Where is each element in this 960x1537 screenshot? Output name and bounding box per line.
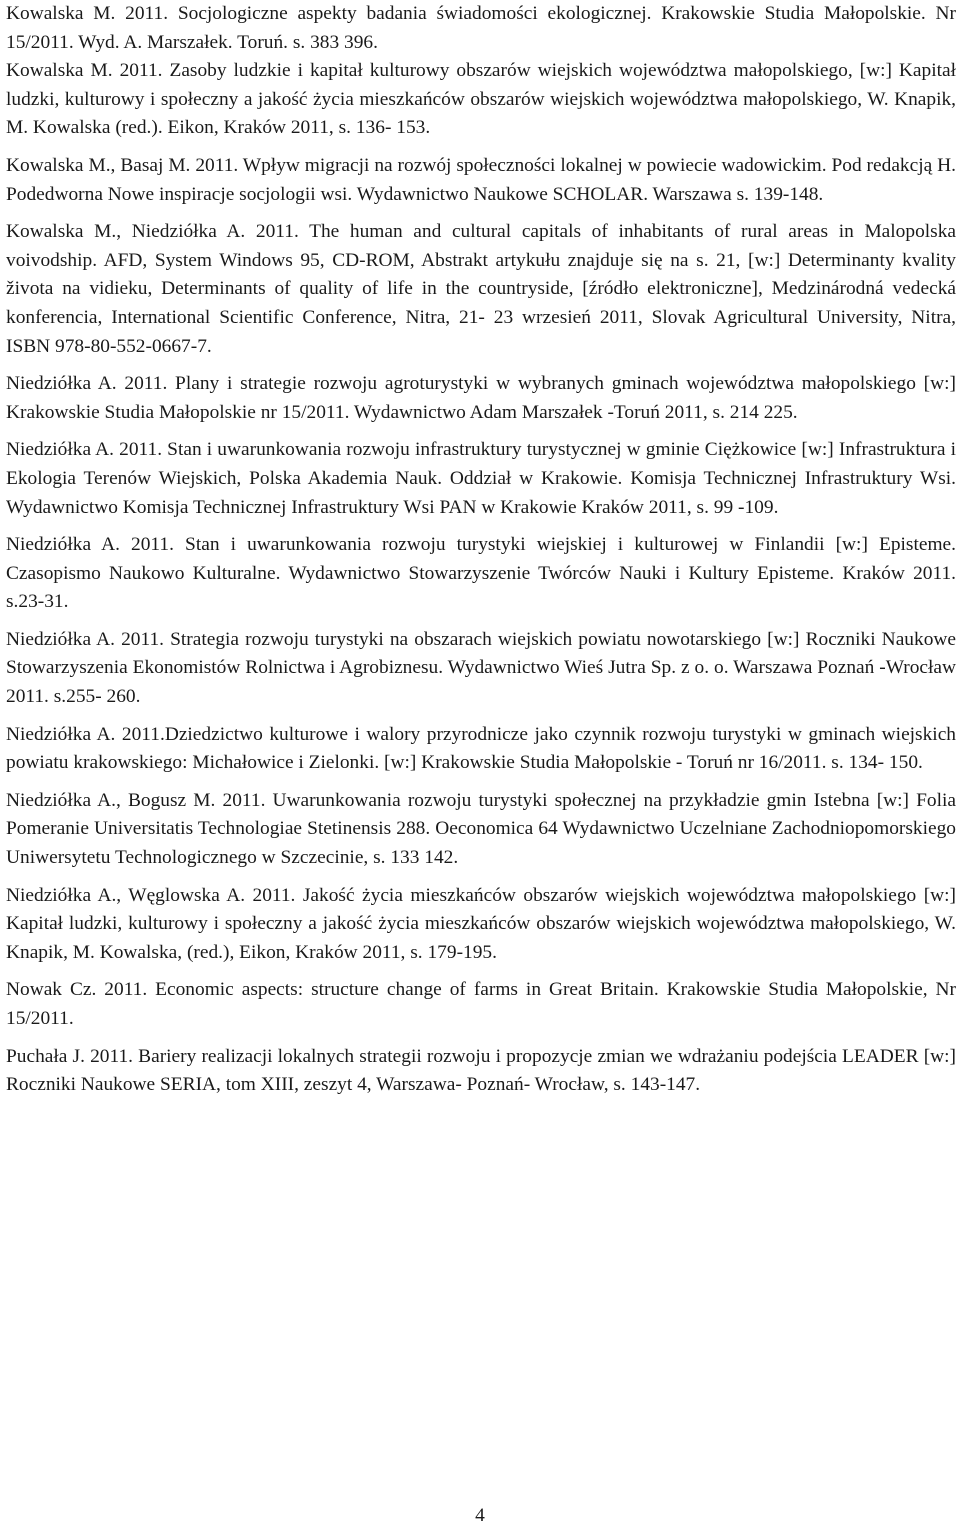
reference-entry: Niedziółka A. 2011. Plany i strategie rozwoju agroturystyki w wybranych gminach województwa małopolskiego [w:] Krakowskie Studia Małopolskie nr 15/2011. Wydawnictwo Adam Marszałek -Toruń 2011, s. 214 225. (6, 373, 956, 423)
reference-entry: Kowalska M., Niedziółka A. 2011. The human and cultural capitals of inhabitants of rural areas in Malopolska voivodship. AFD, System Windows 95, CD-ROM, Abstrakt artykułu znajduje się na s. 21, [w:] Determinanty kvality života na vidieku, Determinants of quality of life in the countryside, [źródło elektroniczne], Medzinárodná vedecká konferencia, International Scientific Conference, Nitra, 21- 23 wrzesień 2011, Slovak Agricultural University, Nitra, ISBN 978-80-552-0667-7. (6, 221, 956, 357)
reference-entry: Niedziółka A., Bogusz M. 2011. Uwarunkowania rozwoju turystyki społecznej na przykładzie gmin Istebna [w:] Folia Pomeranie Universitatis Technologiae Stetinensis 288. Oeconomica 64 Wydawnictwo Uczelniane Zachodniopomorskiego Uniwersytetu Technologicznego w Szczecinie, s. 133 142. (6, 789, 956, 869)
reference-entry: Kowalska M. 2011. Socjologiczne aspekty badania świadomości ekologicznej. Krakowskie Studia Małopolskie. Nr 15/2011. Wyd. A. Marszałek. Toruń. s. 383 396. (6, 3, 956, 53)
reference-entry: Niedziółka A., Węglowska A. 2011. Jakość życia mieszkańców obszarów wiejskich województwa małopolskiego [w:] Kapitał ludzki, kulturowy i społeczny a jakość życia mieszkańców obszarów wiejskich województwa małopolskiego, W. Knapik, M. Kowalska, (red.), Eikon, Kraków 2011, s. 179-195. (6, 884, 956, 963)
reference-entry: Puchała J. 2011. Bariery realizacji lokalnych strategii rozwoju i propozycje zmian we wdrażaniu podejścia LEADER [w:] Roczniki Naukowe SERIA, tom XIII, zeszyt 4, Warszawa- Poznań- Wrocław, s. 143-147. (6, 1045, 956, 1096)
reference-entry: Niedziółka A. 2011.Dziedzictwo kulturowe i walory przyrodnicze jako czynnik rozwoju turystyki w gminach wiejskich powiatu krakowskiego: Michałowice i Zielonki. [w:] Krakowskie Studia Małopolskie - Toruń nr 16/2011. s. 134- 150. (6, 723, 956, 774)
reference-entry: Kowalska M. 2011. Zasoby ludzkie i kapitał kulturowy obszarów wiejskich województwa małopolskiego, [w:] Kapitał ludzki, kulturowy i społeczny a jakość życia mieszkańców obszarów wiejskich województwa małopolskiego, W. Knapik, M. Kowalska (red.). Eikon, Kraków 2011, s. 136- 153. (6, 60, 956, 139)
reference-entry: Niedziółka A. 2011. Stan i uwarunkowania rozwoju turystyki wiejskiej i kulturowej w Finlandii [w:] Episteme. Czasopismo Naukowo Kulturalne. Wydawnictwo Stowarzyszenie Twórców Nauki i Kultury Episteme. Kraków 2011. s.23-31. (6, 534, 956, 613)
reference-list (6, 0, 956, 1109)
reference-entry: Nowak Cz. 2011. Economic aspects: structure change of farms in Great Britain. Krakowskie Studia Małopolskie, Nr 15/2011. (6, 979, 956, 1029)
reference-entry: Kowalska M., Basaj M. 2011. Wpływ migracji na rozwój społeczności lokalnej w powiecie wadowickim. Pod redakcją H. Podedworna Nowe inspiracje socjologii wsi. Wydawnictwo Naukowe SCHOLAR. Warszawa s. 139-148. (6, 154, 956, 205)
reference-entry: Niedziółka A. 2011. Stan i uwarunkowania rozwoju infrastruktury turystycznej w gminie Ciężkowice [w:] Infrastruktura i Ekologia Terenów Wiejskich, Polska Akademia Nauk. Oddział w Krakowie. Komisja Technicznej Infrastruktury Wsi. Wydawnictwo Komisja Technicznej Infrastruktury Wsi PAN w Krakowie Kraków 2011, s. 99 -109. (6, 439, 956, 518)
reference-entry: Niedziółka A. 2011. Strategia rozwoju turystyki na obszarach wiejskich powiatu nowotarskiego [w:] Roczniki Naukowe Stowarzyszenia Ekonomistów Rolnictwa i Agrobiznesu. Wydawnictwo Wieś Jutra Sp. z o. o. Warszawa Poznań -Wrocław 2011. s.255- 260. (6, 628, 956, 708)
page-number: 4 (475, 1505, 485, 1526)
